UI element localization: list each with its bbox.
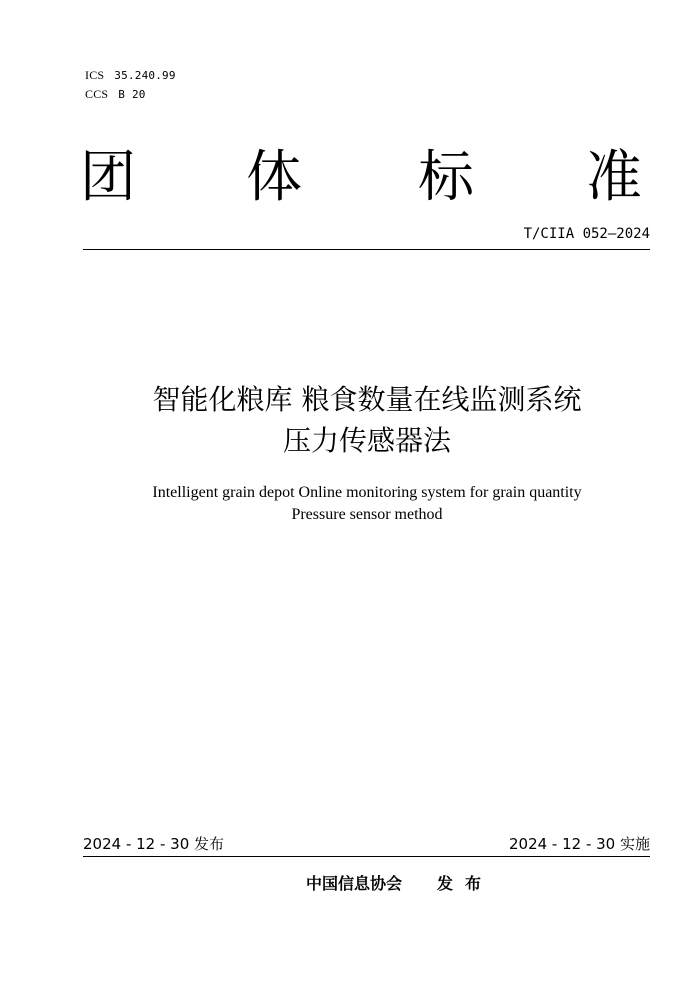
title-chinese-line-2: 压力传感器法 xyxy=(282,424,451,457)
top-divider xyxy=(83,249,650,250)
bottom-divider xyxy=(83,856,650,857)
issue-date: 2024 - 12 - 30 发布 xyxy=(83,835,225,853)
ics-value: 35.240.99 xyxy=(114,69,176,82)
title-chinese-line-1: 智能化粮库 粮食数量在线监测系统 xyxy=(152,383,582,416)
ics-code xyxy=(85,68,176,83)
publish-label: 发布 xyxy=(437,874,494,893)
ccs-code xyxy=(85,87,146,102)
standard-type-heading xyxy=(80,146,650,210)
implementation-date: 2024 - 12 - 30 实施 xyxy=(508,835,650,853)
standard-type-char: 体 xyxy=(246,145,302,210)
ics-label: ICS xyxy=(85,68,105,82)
standard-type-char: 准 xyxy=(586,145,642,210)
standard-type-char: 标 xyxy=(418,145,474,210)
standard-type-char: 团 xyxy=(80,145,136,210)
publisher-name: 中国信息协会 xyxy=(306,874,403,893)
title-english-line-1: Intelligent grain depot Online monitoring system for grain quantity xyxy=(152,484,582,501)
ccs-label: CCS xyxy=(85,87,109,101)
standard-number: T/CIIA 052—2024 xyxy=(523,226,650,242)
title-english-line-2: Pressure sensor method xyxy=(291,506,443,523)
ccs-value: B 20 xyxy=(118,88,146,101)
